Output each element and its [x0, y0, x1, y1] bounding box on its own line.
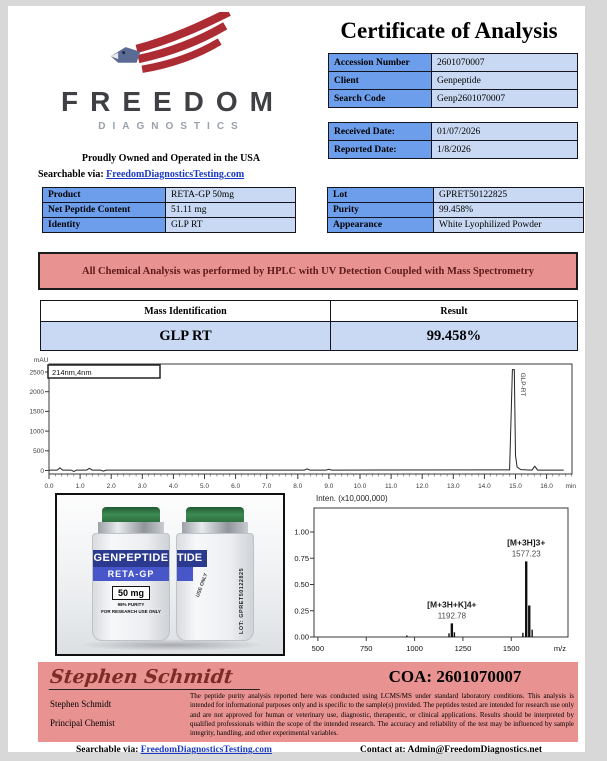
svg-text:5.0: 5.0 [199, 483, 210, 490]
svg-text:1500: 1500 [502, 644, 520, 653]
logo-text: FREEDOM [61, 86, 285, 117]
table-row [43, 188, 296, 203]
row-label-cell: Purity [328, 203, 434, 218]
svg-text:1.0: 1.0 [75, 483, 85, 490]
mass-spectrum-chart [292, 489, 584, 665]
logo-subtext: DIAGNOSTICS [98, 121, 245, 132]
vial-product-label: RETA-GP [93, 567, 169, 581]
svg-text:2.0: 2.0 [106, 483, 116, 490]
table-row [329, 123, 578, 141]
row-label-cell: Client [329, 72, 432, 90]
svg-text:Inten. (x10,000,000): Inten. (x10,000,000) [316, 494, 388, 503]
table-row [329, 72, 578, 90]
vial-front [91, 507, 171, 643]
row-value-cell: 51.11 mg [166, 203, 296, 218]
signer-name: Stephen Schmidt [50, 699, 112, 709]
row-value-cell: 1/8/2026 [432, 141, 578, 159]
mass-identification-value: GLP RT [41, 322, 331, 351]
row-label-cell: Accession Number [329, 54, 432, 72]
row-value-cell: 2601070007 [432, 54, 578, 72]
svg-text:2000: 2000 [29, 389, 44, 396]
footer-searchable-link[interactable]: FreedomDiagnosticsTesting.com [140, 745, 272, 755]
svg-text:16.0: 16.0 [540, 483, 553, 490]
table-row [43, 203, 296, 218]
svg-text:0.0: 0.0 [44, 483, 54, 490]
table-row [328, 218, 584, 233]
accession-table [328, 53, 578, 108]
vial-label-wrap-band [177, 567, 193, 581]
page-title: Certificate of Analysis [340, 18, 558, 43]
footer-searchable-label: Searchable via: [76, 745, 139, 755]
table-row [41, 322, 578, 351]
table-row [328, 203, 584, 218]
result-header: Result [330, 301, 577, 322]
table-row [329, 90, 578, 108]
svg-text:750: 750 [359, 644, 373, 653]
table-row [328, 188, 584, 203]
row-label-cell: Reported Date: [329, 141, 432, 159]
svg-text:m/z: m/z [553, 644, 566, 653]
row-value-cell: Genpeptide [432, 72, 578, 90]
signature-footer [38, 662, 578, 742]
svg-text:214nm,4nm: 214nm,4nm [52, 368, 92, 377]
svg-text:3.0: 3.0 [137, 483, 147, 490]
dates-table [328, 122, 578, 159]
svg-text:15.0: 15.0 [509, 483, 522, 490]
vial-label-wrap-fragment: TIDE [177, 550, 207, 567]
row-label-cell: Net Peptide Content [43, 203, 166, 218]
svg-text:1.00: 1.00 [294, 527, 309, 537]
svg-text:0.00: 0.00 [294, 632, 309, 642]
svg-text:1192.78: 1192.78 [437, 611, 467, 621]
svg-text:9.0: 9.0 [324, 483, 334, 490]
disclaimer-text: The peptide purity analysis reported here was conducted using LCMS/MS under standard laboratory conditions. This analysis is intended for informational purposes only and is specific to the sample(s) provided. The peptides tested are intended for research use only and are not approved for human or veterinary use, diagnostic, therapeutic, or clinical applications. Results should be interpreted by qualified professionals within the scope of the intended research. The accuracy and reliability of the test may be influenced by sample integrity, handling, and other experimental variables. [190, 692, 574, 738]
svg-text:14.0: 14.0 [478, 483, 491, 490]
footer-contact: Contact at: Admin@FreedomDiagnostics.net [360, 745, 543, 755]
row-label-cell: Lot [328, 188, 434, 203]
svg-text:8.0: 8.0 [293, 483, 303, 490]
svg-text:500: 500 [311, 644, 325, 653]
svg-text:1250: 1250 [454, 644, 472, 653]
table-header-row [41, 301, 578, 322]
svg-text:500: 500 [33, 448, 44, 456]
row-value-cell: RETA-GP 50mg [166, 188, 296, 203]
vial-use-label: FOR RESEARCH USE ONLY [101, 609, 161, 614]
signer-title: Principal Chemist [50, 718, 115, 728]
product-vials-photo [55, 493, 285, 656]
vial-brand-label: GENPEPTIDE [93, 550, 169, 567]
searchable-label: Searchable via: [38, 169, 104, 180]
product-table [42, 187, 296, 233]
hplc-chromatogram [28, 354, 586, 496]
row-value-cell: Genp2601070007 [432, 90, 578, 108]
svg-text:1500: 1500 [29, 408, 44, 416]
svg-text:2500: 2500 [29, 369, 44, 377]
table-row [329, 54, 578, 72]
svg-text:6.0: 6.0 [231, 483, 241, 490]
tagline: Proudly Owned and Operated in the USA [81, 153, 261, 164]
svg-text:[M+3H]3+: [M+3H]3+ [507, 537, 546, 548]
svg-text:0: 0 [40, 467, 44, 475]
signature: Stephen Schmidt [49, 666, 262, 690]
svg-text:7.0: 7.0 [262, 483, 272, 490]
searchable-line [38, 169, 244, 180]
svg-text:4.0: 4.0 [168, 483, 178, 490]
svg-text:11.0: 11.0 [385, 483, 398, 490]
vial-amount-label: 50 mg [112, 586, 150, 600]
row-value-cell: White Lyophilized Powder [434, 218, 584, 233]
row-label-cell: Product [43, 188, 166, 203]
svg-text:10.0: 10.0 [353, 483, 367, 490]
row-label-cell: Search Code [329, 90, 432, 108]
row-value-cell: 01/07/2026 [432, 123, 578, 141]
result-value: 99.458% [330, 322, 577, 351]
svg-text:1577.23: 1577.23 [511, 549, 541, 559]
vial-body [92, 533, 170, 641]
footer-searchable-line [76, 745, 272, 755]
svg-text:1000: 1000 [29, 428, 44, 436]
vial-lot-label: LOT: GPRET50122825 [239, 567, 245, 634]
mass-identification-header: Mass Identification [41, 301, 331, 322]
lot-table [327, 187, 584, 233]
row-label-cell: Appearance [328, 218, 434, 233]
row-value-cell: 99.458% [434, 203, 584, 218]
searchable-link[interactable]: FreedomDiagnosticsTesting.com [106, 169, 245, 180]
table-row [43, 218, 296, 233]
svg-text:min: min [565, 483, 576, 490]
table-row [329, 141, 578, 159]
coa-number: COA: 2601070007 [388, 667, 522, 686]
vial-cap [186, 507, 244, 523]
svg-text:[M+3H+K]4+: [M+3H+K]4+ [427, 599, 477, 610]
certificate-page [8, 6, 585, 755]
svg-text:1000: 1000 [406, 644, 423, 653]
vial-body [176, 533, 254, 641]
row-value-cell: GPRET50122825 [434, 188, 584, 203]
row-label-cell: Received Date: [329, 123, 432, 141]
eagle-flag-logo-icon [103, 12, 233, 84]
svg-text:12.0: 12.0 [415, 483, 429, 490]
row-value-cell: GLP RT [166, 218, 296, 233]
svg-text:GLP-RT: GLP-RT [518, 372, 526, 397]
svg-text:0.75: 0.75 [294, 553, 309, 563]
vial-purity-label: 98% PURITY [117, 602, 145, 607]
svg-text:0.25: 0.25 [294, 606, 309, 616]
svg-text:0.50: 0.50 [294, 580, 309, 589]
svg-text:13.0: 13.0 [446, 483, 460, 490]
svg-text:mAU: mAU [34, 357, 49, 364]
logo-block [38, 12, 298, 132]
mass-identification-table [40, 300, 578, 351]
analysis-method-banner: All Chemical Analysis was performed by HPLC with UV Detection Coupled with Mass Spectrometry [38, 252, 578, 290]
vial-use-fragment: USE ONLY [195, 572, 210, 599]
vial-back [175, 507, 255, 643]
row-label-cell: Identity [43, 218, 166, 233]
vial-cap [102, 507, 160, 523]
